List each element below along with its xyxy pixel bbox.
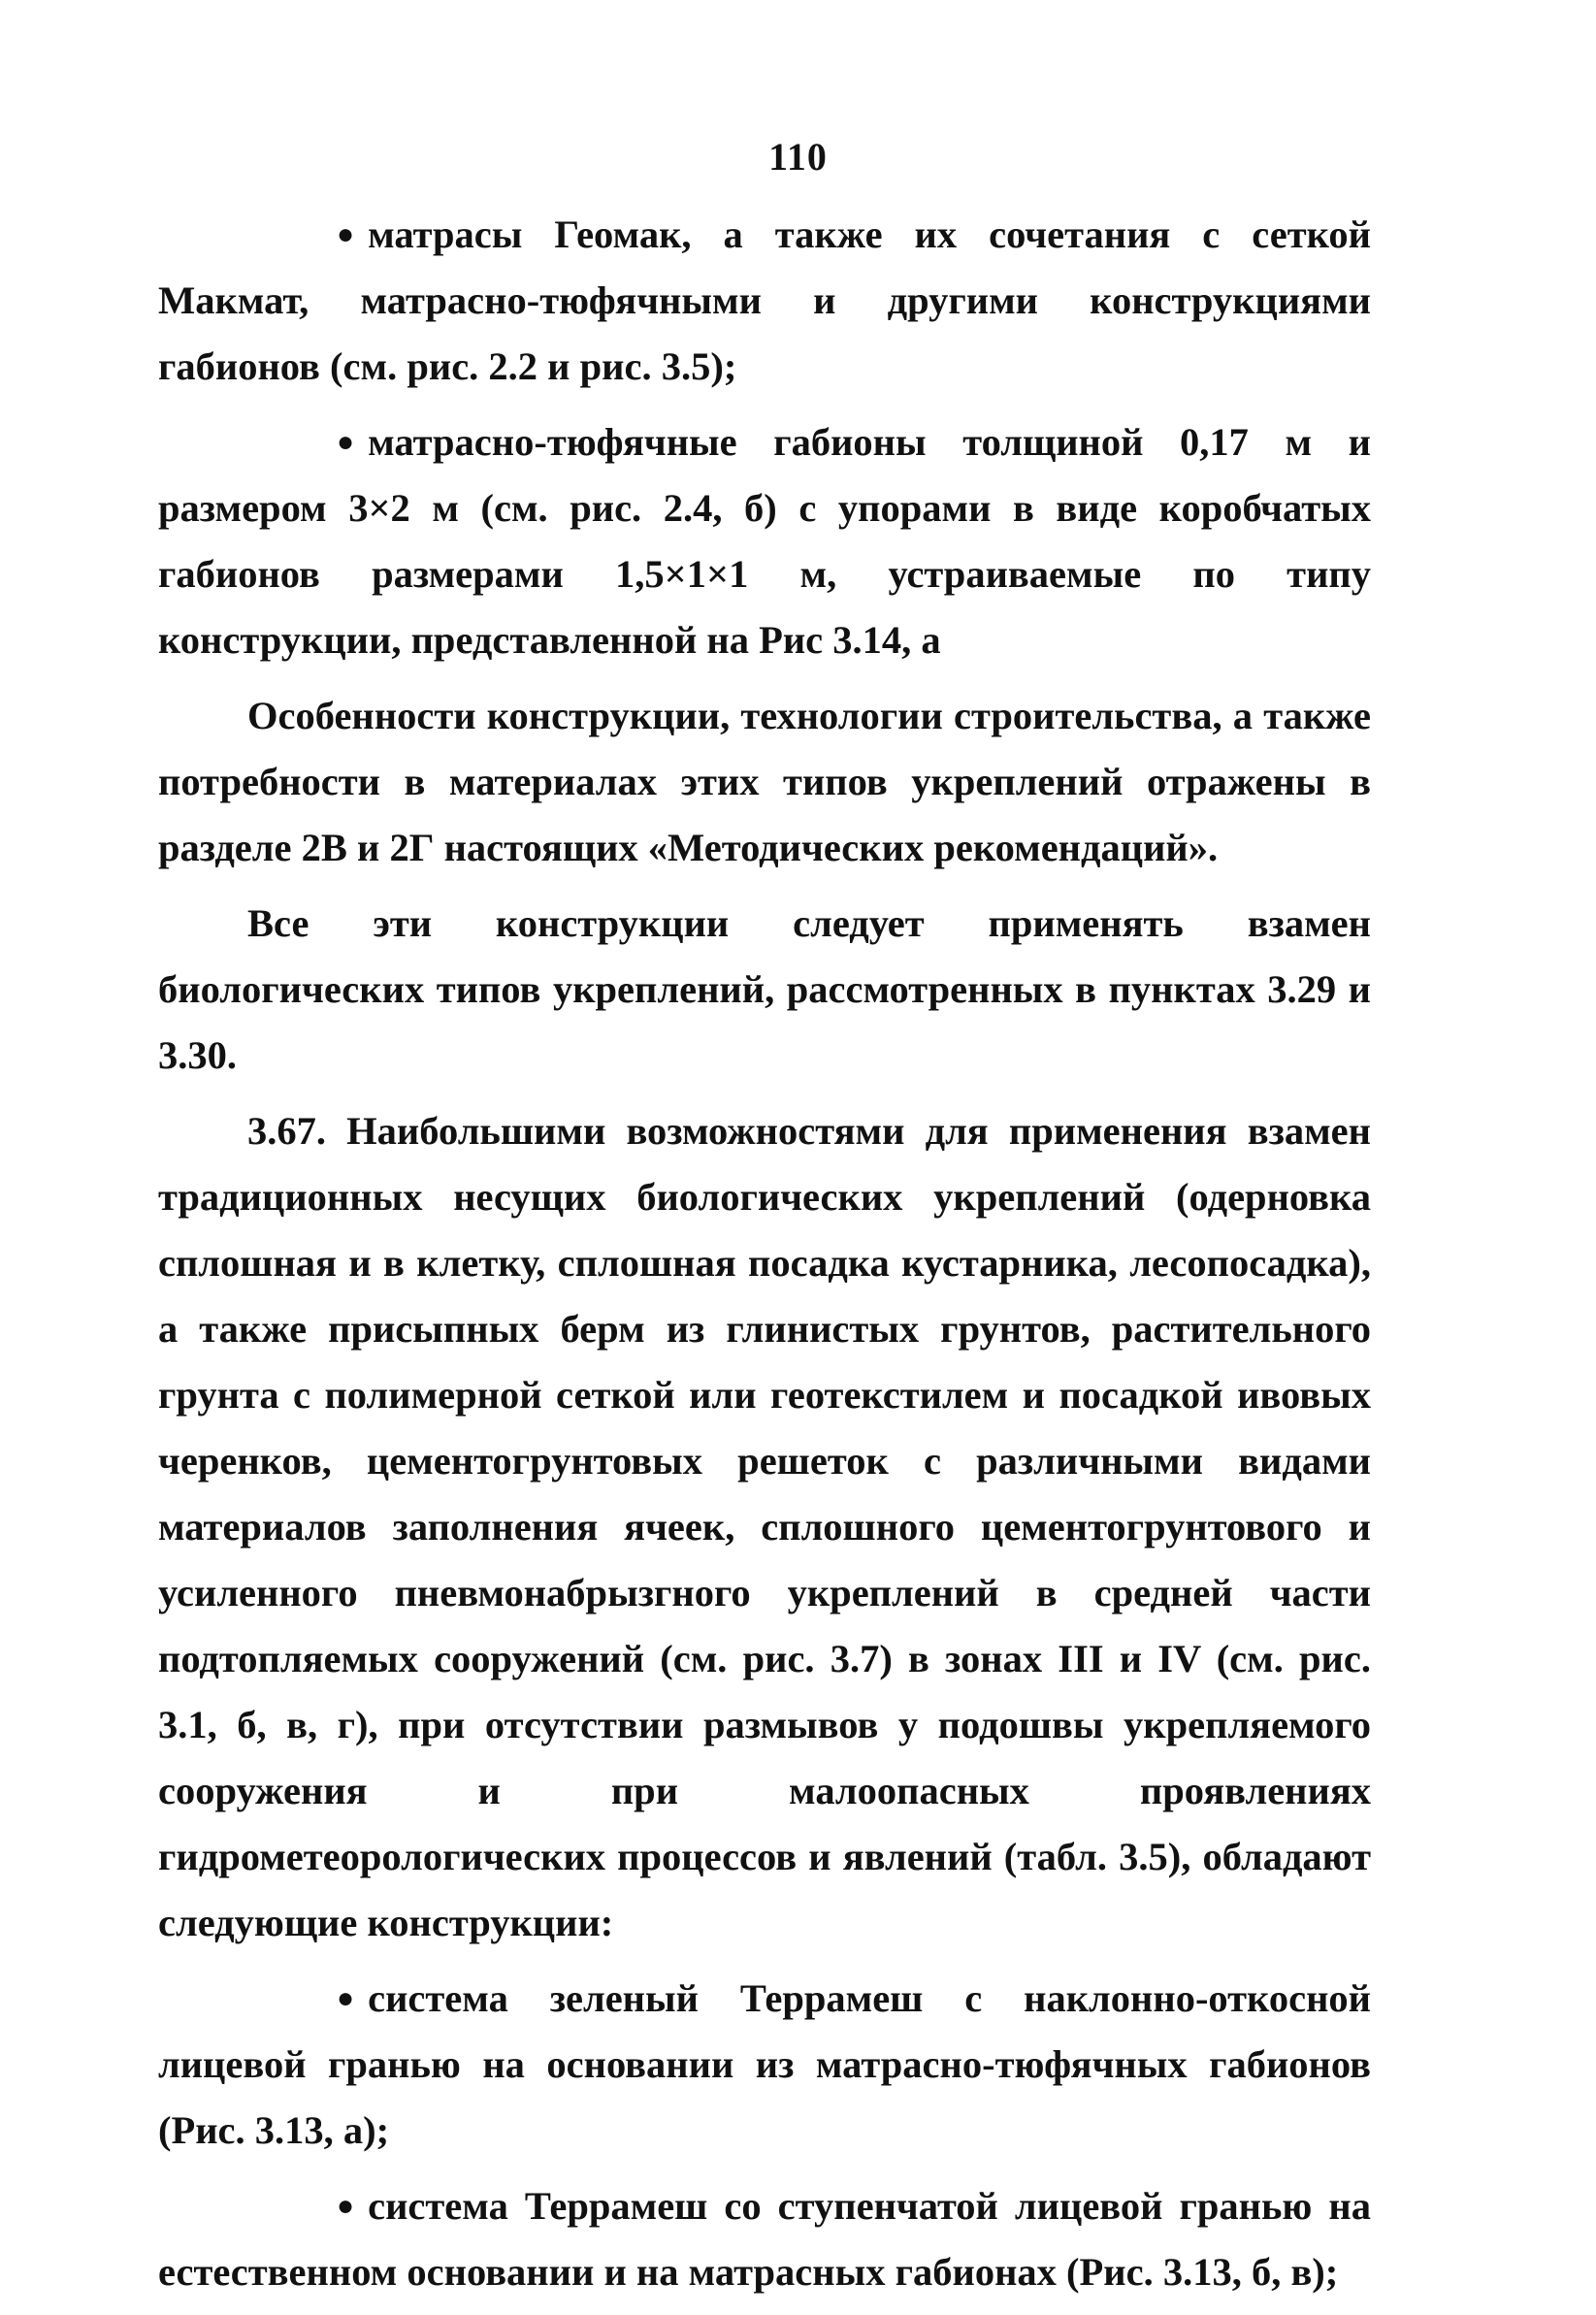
paragraph-text: матрасно-тюфячные габионы толщиной 0,17 м и размером 3×2 м (см. рис. 2.4, б) с упорами в виде коробчатых габионов размерами 1,5×1×1 м, устраиваемые по типу конструкции, представленной на Рис 3.14, а — [158, 420, 1371, 662]
page-number: 110 — [768, 135, 828, 179]
paragraph-text: система Террамеш со ступенчатой лицевой гранью на естественном основании и на матрасных габионах (Рис. 3.13, б, в); — [158, 2184, 1371, 2294]
bullet-paragraph-green-terramesh — [158, 1966, 1371, 2164]
bullet-paragraph-stepped-terramesh — [158, 2173, 1371, 2305]
paragraph-text: матрасы Геомак, а также их сочетания с сеткой Макмат, матрасно-тюфячными и другими конструкциями габионов (см. рис. 2.2 и рис. 3.5); — [158, 212, 1371, 388]
bullet-icon: ● — [337, 2190, 355, 2222]
bullet-icon: ● — [337, 1982, 355, 2014]
page-body — [158, 202, 1371, 2315]
paragraph-features — [158, 683, 1371, 881]
bullet-paragraph-mattress-gabions — [158, 409, 1371, 673]
paragraph-text: система зеленый Террамеш с наклонно-откосной лицевой гранью на основании из матрасно-тюфячных габионов (Рис. 3.13, а); — [158, 1976, 1371, 2152]
paragraph-text: Особенности конструкции, технологии строительства, а также потребности в материалах этих типов укреплений отражены в разделе 2В и 2Г настоящих «Методических рекомендаций». — [158, 694, 1371, 869]
paragraph-text: 3.67. Наибольшими возможностями для применения взамен традиционных несущих биологических укреплений (одерновка сплошная и в клетку, сплошная посадка кустарника, лесопосадка), а также присыпных берм из глинистых грунтов, растительного грунта с полимерной сеткой или геотекстилем и посадкой ивовых черенков, цементогрунтовых решеток с различными видами материалов заполнения ячеек, сплошного цементогрунтового и усиленного пневмонабрызгного укреплений в средней части подтопляемых сооружений (см. рис. 3.7) в зонах III и IV (см. рис. 3.1, б, в, г), при отсутствии размывов у подошвы укрепляемого сооружения и при малоопасных проявлениях гидрометеорологических процессов и явлений (табл. 3.5), обладают следующие конструкции: — [158, 1109, 1371, 1944]
paragraph-section-3-67 — [158, 1098, 1371, 1956]
paragraph-apply-instead — [158, 891, 1371, 1089]
bullet-icon: ● — [337, 218, 355, 250]
bullet-paragraph-geomak — [158, 202, 1371, 400]
paragraph-text: Все эти конструкции следует применять взамен биологических типов укреплений, рассмотренных в пунктах 3.29 и 3.30. — [158, 901, 1371, 1077]
bullet-icon: ● — [337, 426, 355, 458]
